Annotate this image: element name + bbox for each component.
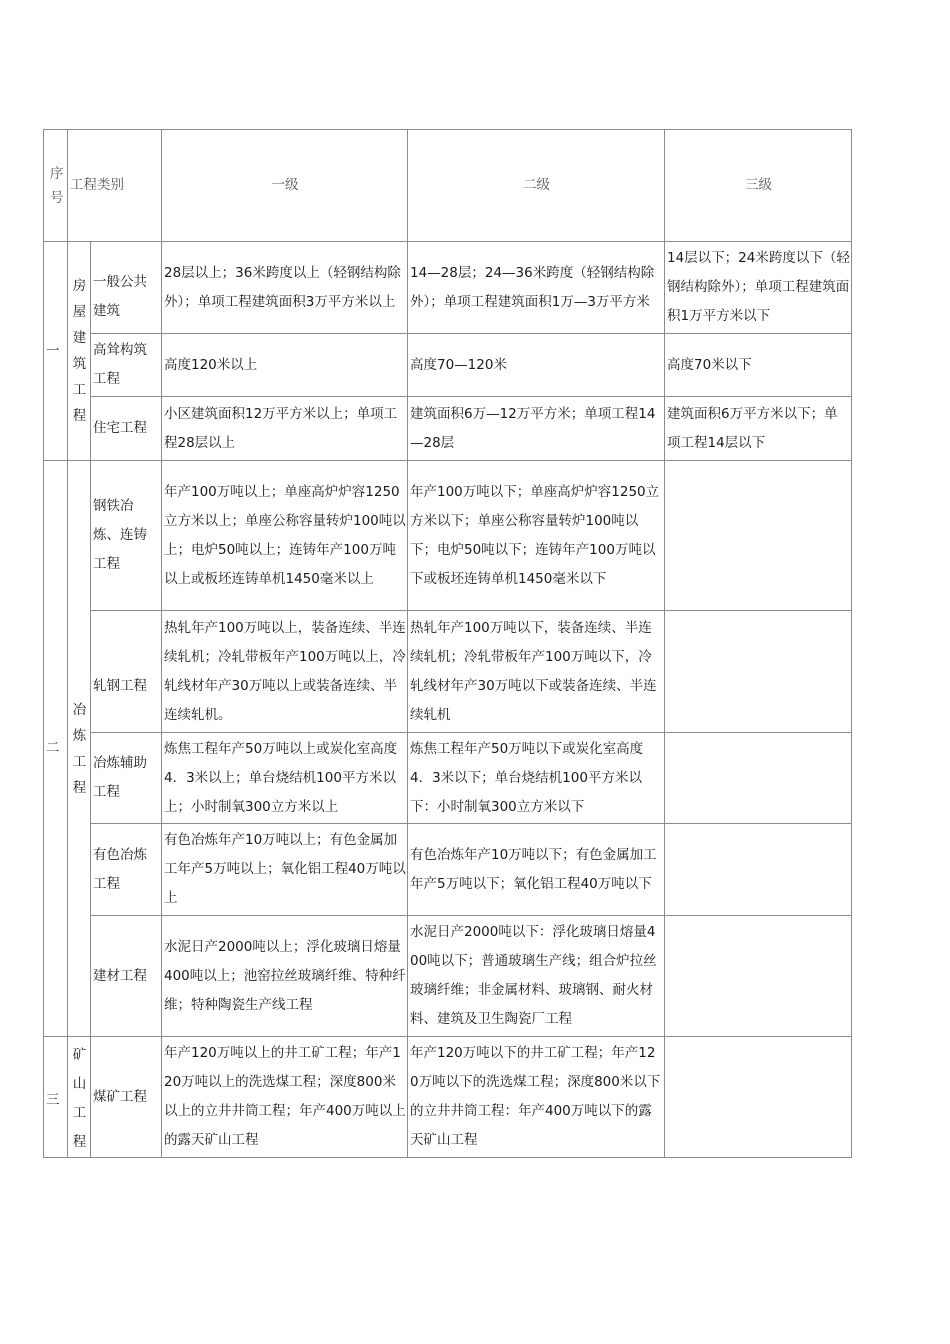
grade-2-cell: 热轧年产100万吨以下，装备连续、半连续轧机；冷轧带板年产100万吨以下，冷轧线材年产30万吨以下或装备连续、半连续轧机 <box>408 611 665 733</box>
header-seq <box>44 130 68 242</box>
header-category: 工程类别 <box>68 130 162 242</box>
table-row <box>44 1037 852 1158</box>
grade-1-cell: 小区建筑面积12万平方米以上；单项工程28层以上 <box>162 397 408 461</box>
group-name <box>68 1037 91 1158</box>
grade-3-cell <box>665 461 852 611</box>
sub-category: 一般公共建筑 <box>91 242 162 334</box>
table-row <box>44 461 852 611</box>
grade-1-cell: 有色冶炼年产10万吨以上；有色金属加工年产5万吨以上；氧化铝工程40万吨以上 <box>162 824 408 916</box>
engineering-grade-table <box>43 129 852 1158</box>
table-header-row <box>44 130 852 242</box>
table-row <box>44 334 852 397</box>
sub-category: 煤矿工程 <box>91 1037 162 1158</box>
table-row <box>44 824 852 916</box>
grade-3-cell <box>665 1037 852 1158</box>
grade-2-cell: 年产100万吨以下；单座高炉炉容1250立方米以下；单座公称容量转炉100吨以下；电炉50吨以下；连铸年产100万吨以下或板坯连铸单机1450毫米以下 <box>408 461 665 611</box>
grade-2-cell: 年产120万吨以下的井工矿工程；年产120万吨以下的洗选煤工程；深度800米以下的立井井筒工程：年产400万吨以下的露天矿山工程 <box>408 1037 665 1158</box>
group-name-label: 房屋建筑工程 <box>72 278 87 424</box>
sub-category: 建材工程 <box>91 916 162 1037</box>
group-number: 一 <box>44 242 68 461</box>
table-row <box>44 397 852 461</box>
grade-1-cell: 水泥日产2000吨以上；浮化玻璃日熔量400吨以上；池窑拉丝玻璃纤维、特种纤维；特种陶瓷生产线工程 <box>162 916 408 1037</box>
grade-2-cell: 高度70—120米 <box>408 334 665 397</box>
grade-3-cell: 高度70米以下 <box>665 334 852 397</box>
header-seq-label: 序号 <box>50 165 64 206</box>
header-grade-1: 一级 <box>162 130 408 242</box>
grade-1-cell: 年产120万吨以上的井工矿工程；年产120万吨以上的洗选煤工程；深度800米以上的立井井筒工程；年产400万吨以上的露天矿山工程 <box>162 1037 408 1158</box>
grade-2-cell: 14—28层；24—36米跨度（轻钢结构除外）；单项工程建筑面积1万—3万平方米 <box>408 242 665 334</box>
grade-1-cell: 年产100万吨以上；单座高炉炉容1250立方米以上；单座公称容量转炉100吨以上；电炉50吨以上；连铸年产100万吨以上或板坯连铸单机1450毫米以上 <box>162 461 408 611</box>
grade-1-cell: 热轧年产100万吨以上，装备连续、半连续轧机；冷轧带板年产100万吨以上，冷轧线材年产30万吨以上或装备连续、半连续轧机。 <box>162 611 408 733</box>
table-row <box>44 733 852 824</box>
group-name <box>68 242 91 461</box>
sub-category: 轧钢工程 <box>91 611 162 733</box>
group-number: 二 <box>44 461 68 1037</box>
grade-3-cell: 14层以下；24米跨度以下（轻钢结构除外）；单项工程建筑面积1万平方米以下 <box>665 242 852 334</box>
sub-category: 钢铁冶炼、连铸工程 <box>91 461 162 611</box>
grade-3-cell <box>665 824 852 916</box>
group-name-label: 矿山工程 <box>72 1047 87 1150</box>
grade-3-cell <box>665 916 852 1037</box>
sub-category: 冶炼辅助工程 <box>91 733 162 824</box>
table-row <box>44 916 852 1037</box>
sub-category: 住宅工程 <box>91 397 162 461</box>
grade-2-cell: 有色冶炼年产10万吨以下；有色金属加工年产5万吨以下；氧化铝工程40万吨以下 <box>408 824 665 916</box>
grade-2-cell: 炼焦工程年产50万吨以下或炭化室高度4．3米以下；单台烧结机100平方米以下：小时制氧300立方米以下 <box>408 733 665 824</box>
table-row <box>44 611 852 733</box>
grade-2-cell: 水泥日产2000吨以下：浮化玻璃日熔量400吨以下；普通玻璃生产线；组合炉拉丝玻璃纤维；非金属材料、玻璃钢、耐火材料、建筑及卫生陶瓷厂工程 <box>408 916 665 1037</box>
grade-3-cell <box>665 733 852 824</box>
grade-1-cell: 28层以上；36米跨度以上（轻钢结构除外）；单项工程建筑面积3万平方米以上 <box>162 242 408 334</box>
grade-3-cell <box>665 611 852 733</box>
grade-2-cell: 建筑面积6万—12万平方米；单项工程14—28层 <box>408 397 665 461</box>
group-name <box>68 461 91 1037</box>
table-row <box>44 242 852 334</box>
group-name-label: 冶炼工程 <box>72 701 87 796</box>
header-grade-2: 二级 <box>408 130 665 242</box>
grade-3-cell: 建筑面积6万平方米以下；单项工程14层以下 <box>665 397 852 461</box>
grade-1-cell: 炼焦工程年产50万吨以上或炭化室高度4．3米以上；单台烧结机100平方米以上；小时制氧300立方米以上 <box>162 733 408 824</box>
grade-1-cell: 高度120米以上 <box>162 334 408 397</box>
sub-category: 有色冶炼工程 <box>91 824 162 916</box>
header-grade-3: 三级 <box>665 130 852 242</box>
group-number: 三 <box>44 1037 68 1158</box>
sub-category: 高耸构筑工程 <box>91 334 162 397</box>
